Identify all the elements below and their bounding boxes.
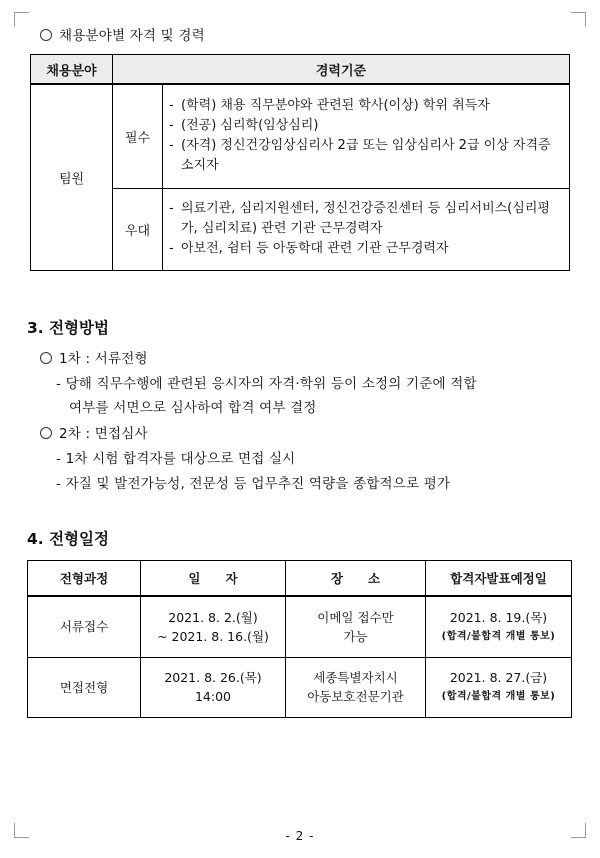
stage1-desc-1: - 당해 직무수행에 관련된 응시자의 자격·학위 등이 소정의 기준에 적합 [56,376,477,392]
header-announce: 합격자발표예정일 [426,561,572,597]
list-item: - (자격) 정신건강임상심리사 2급 또는 임상심리사 2급 이상 자격증 소지자 [169,138,551,174]
preferred-label: 우대 [113,188,163,270]
section3-title: 3. 전형방법 [27,319,109,337]
section4-title: 4. 전형일정 [27,530,109,548]
date-cell: 2021. 8. 2.(월) ~ 2021. 8. 16.(월) [141,596,286,657]
place-cell: 세종특별자치시 아동보호전문기관 [286,657,426,717]
header-criteria: 경력기준 [113,55,570,85]
header-field: 채용분야 [31,55,113,85]
stage1-desc-2: 여부를 서면으로 심사하여 합격 여부 결정 [69,400,317,416]
header-stage: 전형과정 [28,561,141,597]
stage2-desc-2: - 자질 및 발전가능성, 전문성 등 업무추진 역량을 종합적으로 평가 [56,476,451,492]
field-team-member: 팀원 [31,84,113,270]
announce-cell: 2021. 8. 19.(목) (합격/불합격 개별 통보) [426,596,572,657]
list-item: - 의료기관, 심리지원센터, 정신건강증진센터 등 심리서비스(심리평가, 심리치료) 관련 기관 근무경력자 [169,201,550,236]
preferred-items [163,188,570,270]
circle-bullet-icon [40,29,52,41]
stage2-heading: 2차 : 면접심사 [40,422,148,442]
stage2-desc-1: - 1차 시험 합격자를 대상으로 면접 실시 [56,451,296,467]
required-items [163,84,570,188]
header-date: 일 자 [141,561,286,597]
qualification-table [30,54,570,271]
circle-bullet-icon [40,427,52,439]
table-row [28,657,572,717]
date-cell: 2021. 8. 26.(목) 14:00 [141,657,286,717]
qualification-intro: 채용분야별 자격 및 경력 [40,24,205,44]
header-place: 장 소 [286,561,426,597]
stage-cell: 서류접수 [28,596,141,657]
stage1-heading: 1차 : 서류전형 [40,347,148,367]
list-item: - (학력) 채용 직무분야와 관련된 학사(이상) 학위 취득자 [169,98,490,114]
place-cell: 이메일 접수만 가능 [286,596,426,657]
corner-mark-top-left [14,12,29,27]
circle-bullet-icon [40,352,52,364]
list-item: - 아보전, 쉼터 등 아동학대 관련 기관 근무경력자 [169,241,449,256]
list-item: - (전공) 심리학(임상심리) [169,118,319,134]
corner-mark-top-right [571,12,586,27]
stage-cell: 면접전형 [28,657,141,717]
schedule-table [27,560,572,718]
table-row [28,596,572,657]
announce-cell: 2021. 8. 27.(금) (합격/불합격 개별 통보) [426,657,572,717]
page-number: - 2 - [285,829,315,843]
required-label: 필수 [113,84,163,188]
